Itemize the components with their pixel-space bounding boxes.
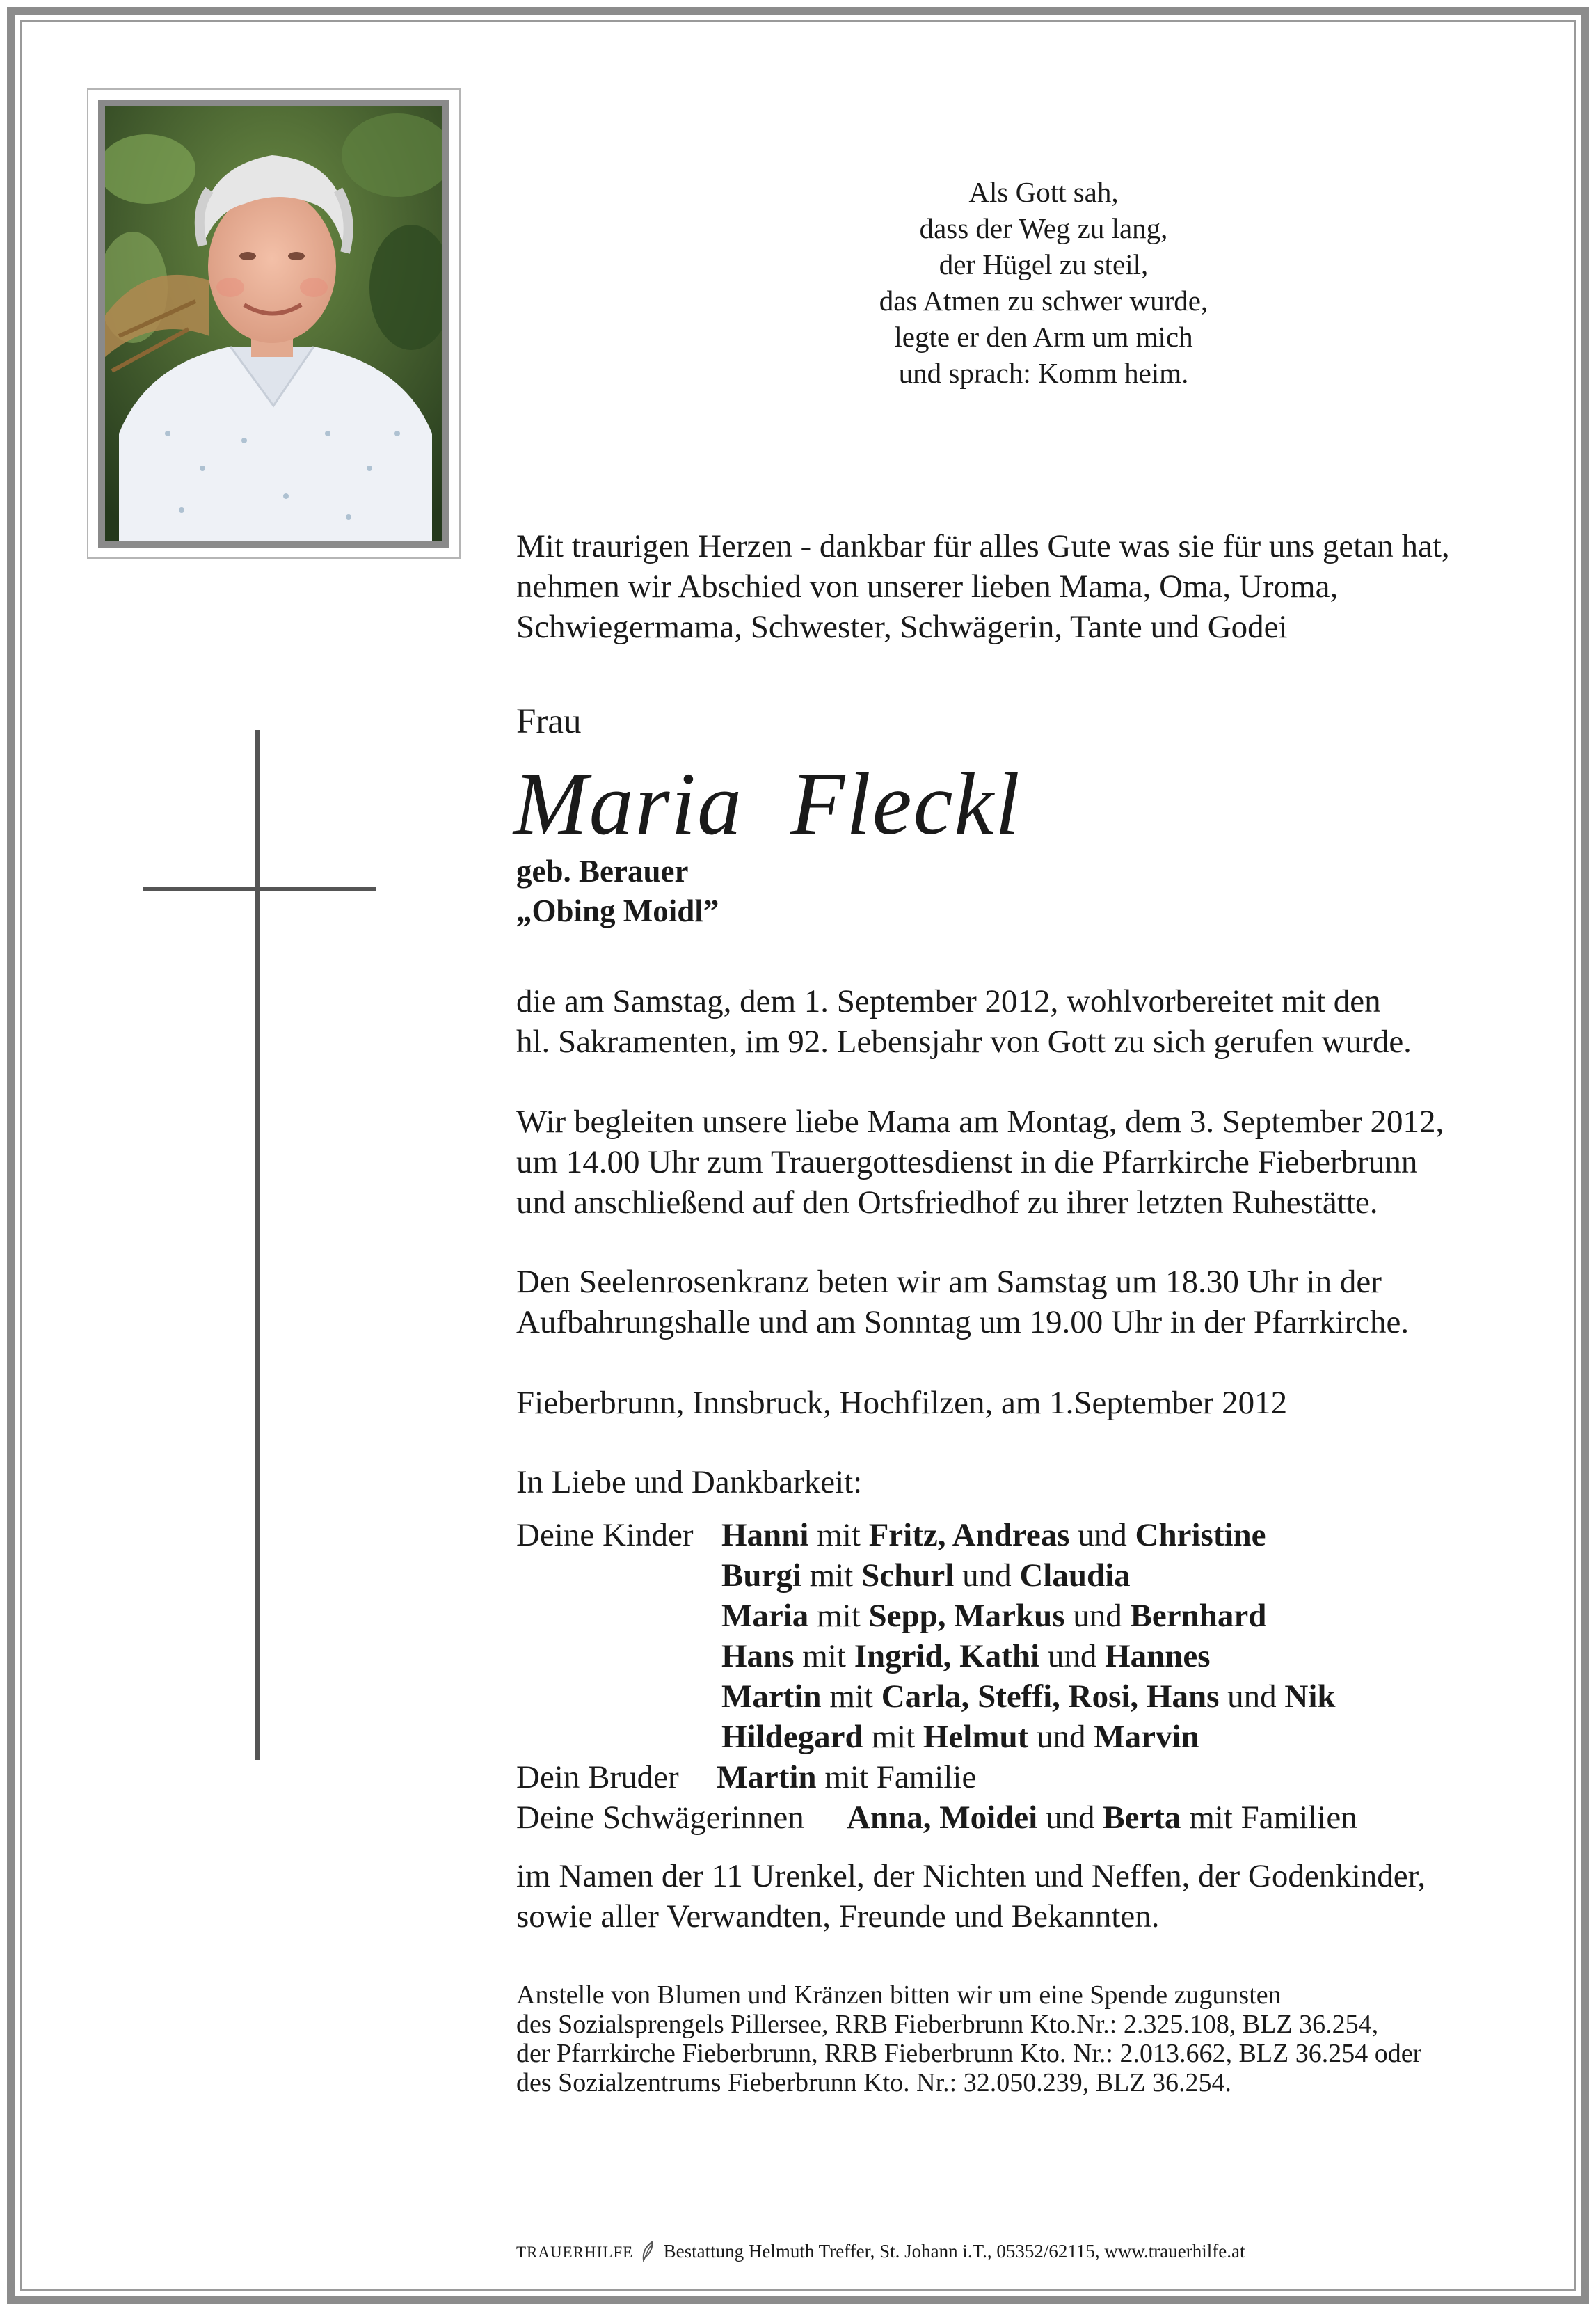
funeral-info: [516, 1102, 1444, 1223]
birth-name: geb. Berauer: [516, 854, 689, 889]
funeral-line: und anschließend auf den Ortsfriedhof zu ihrer letzten Ruhestätte.: [516, 1184, 1378, 1221]
cross-horizontal: [143, 887, 376, 891]
relatives-text: [516, 1856, 1426, 1937]
footer: [516, 2239, 1245, 2264]
death-notice-line: die am Samstag, dem 1. September 2012, wohlvorbereitet mit den: [516, 983, 1381, 1019]
sisters-label: Deine Schwägerinnen: [516, 1800, 804, 1836]
place-date: Fieberbrunn, Innsbruck, Hochfilzen, am 1.September 2012: [516, 1385, 1288, 1421]
intro-line: Schwiegermama, Schwester, Schwägerin, Tante und Godei: [516, 609, 1288, 645]
child-entry: Hanni mit Fritz, Andreas und Christine: [721, 1517, 1266, 1553]
death-notice: [516, 981, 1412, 1062]
rosary-info: [516, 1262, 1409, 1342]
intro-line: Mit traurigen Herzen - dankbar für alles Gute was sie für uns getan hat,: [516, 528, 1450, 564]
child-entry: Hildegard mit Helmut und Marvin: [721, 1719, 1199, 1755]
donation-line: der Pfarrkirche Fieberbrunn, RRB Fieberbrunn Kto. Nr.: 2.013.662, BLZ 36.254 oder: [516, 2039, 1422, 2068]
portrait-photo: [98, 100, 449, 548]
death-notice-line: hl. Sakramenten, im 92. Lebensjahr von Gott zu sich gerufen wurde.: [516, 1024, 1412, 1060]
poem-line: dass der Weg zu lang,: [919, 212, 1168, 244]
children-label: Deine Kinder: [516, 1517, 694, 1553]
gratitude: In Liebe und Dankbarkeit:: [516, 1464, 863, 1500]
rosary-line: Den Seelenrosenkranz beten wir am Samstag um 18.30 Uhr in der: [516, 1264, 1382, 1300]
child-entry: Maria mit Sepp, Markus und Bernhard: [721, 1598, 1267, 1634]
cross-vertical: [255, 730, 260, 1760]
footer-brand: TRAUERHILFE: [516, 2244, 634, 2261]
salutation: Frau: [516, 702, 582, 741]
poem-line: Als Gott sah,: [968, 176, 1119, 208]
brother-label: Dein Bruder: [516, 1759, 679, 1795]
deceased-name: Maria Fleckl: [513, 754, 1021, 853]
child-entry: Hans mit Ingrid, Kathi und Hannes: [721, 1638, 1211, 1674]
portrait-image: [105, 106, 442, 541]
funeral-line: Wir begleiten unsere liebe Mama am Montag, dem 3. September 2012,: [516, 1104, 1444, 1140]
nickname: „Obing Moidl”: [516, 894, 719, 928]
relatives-line: im Namen der 11 Urenkel, der Nichten und Neffen, der Godenkinder,: [516, 1858, 1426, 1894]
footer-text: Bestattung Helmuth Treffer, St. Johann i.T., 05352/62115, www.trauerhilfe.at: [663, 2241, 1245, 2262]
portrait-mat: [87, 88, 461, 559]
poem: [800, 174, 1287, 391]
intro-line: nehmen wir Abschied von unserer lieben Mama, Oma, Uroma,: [516, 569, 1339, 605]
poem-line: legte er den Arm um mich: [894, 321, 1193, 353]
donation-line: Anstelle von Blumen und Kränzen bitten wir um eine Spende zugunsten: [516, 1980, 1282, 2010]
rosary-line: Aufbahrungshalle und am Sonntag um 19.00 Uhr in der Pfarrkirche.: [516, 1304, 1410, 1340]
donation-text: [516, 1980, 1421, 2097]
brother-entry: Martin mit Familie: [717, 1759, 977, 1795]
intro-text: [516, 526, 1450, 647]
relatives-line: sowie aller Verwandten, Freunde und Bekannten.: [516, 1898, 1160, 1935]
birth-name-block: [516, 852, 719, 931]
leaf-icon: [639, 2239, 657, 2262]
poem-line: und sprach: Komm heim.: [898, 357, 1189, 389]
sisters-entry: Anna, Moidei und Berta mit Familien: [847, 1800, 1357, 1836]
donation-line: des Sozialsprengels Pillersee, RRB Fieberbrunn Kto.Nr.: 2.325.108, BLZ 36.254,: [516, 2010, 1379, 2039]
funeral-line: um 14.00 Uhr zum Trauergottesdienst in die Pfarrkirche Fieberbrunn: [516, 1144, 1418, 1180]
child-entry: Martin mit Carla, Steffi, Rosi, Hans und Nik: [721, 1678, 1336, 1715]
poem-line: das Atmen zu schwer wurde,: [879, 285, 1208, 317]
poem-line: der Hügel zu steil,: [939, 248, 1149, 280]
child-entry: Burgi mit Schurl und Claudia: [721, 1557, 1131, 1594]
donation-line: des Sozialzentrums Fieberbrunn Kto. Nr.: 32.050.239, BLZ 36.254.: [516, 2068, 1231, 2097]
